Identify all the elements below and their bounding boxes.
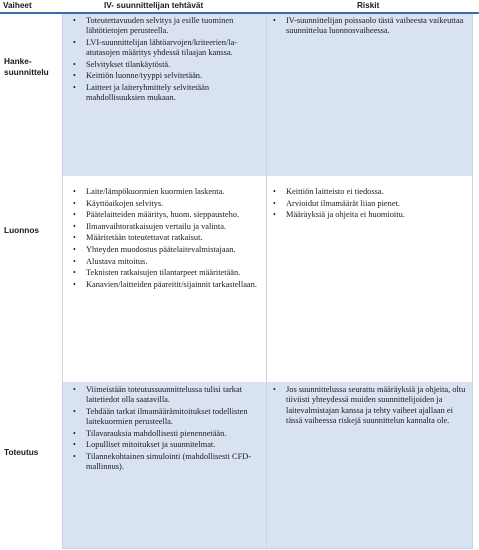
tasks-list [68, 385, 258, 474]
risks-list [268, 16, 468, 38]
list-item: • LVI-suunnittelijan lähtöarvojen/kriteerien/la-atutasojen määritys yhdessä tilaajan kanssa. [68, 38, 258, 59]
list-item: • Tilannekohtainen simulointi (mahdollisesti CFD-mallinnus). [68, 452, 258, 473]
list-item: • Selvitykset tilankäytöstä. [68, 60, 258, 70]
list-item: • Kanavien/laitteiden päareitit/sijainnit tarkastellaan. [68, 280, 258, 290]
table-bottom-rule [62, 548, 472, 549]
list-item: • Päätelaitteiden määritys, huom. sieppausteho. [68, 210, 258, 220]
list-item: • Jos suunnittelussa seurattu määräyksiä ja ohjeita, oltu tiiviisti yhteydessä muiden suunnittelijoiden ja laitevalmistajan kanssa ja tehty vaiheet ajallaan ei tässä vaiheessa riskejä suunnittelun kannalta ole. [268, 385, 468, 426]
list-item: • Tilavarauksia mahdollisesti pienennetään. [68, 429, 258, 439]
risks-list [268, 385, 468, 427]
list-item: • Määräyksiä ja ohjeita ei huomioitu. [268, 210, 468, 220]
header-phase: Vaiheet [3, 1, 32, 10]
list-item: • Viimeistään toteutussuunnittelussa tulisi tarkat laitetiedot olla saatavilla. [68, 385, 258, 406]
list-item: • Teknisten ratkaisujen tilantarpeet määritetään. [68, 268, 258, 278]
column-divider [266, 14, 267, 549]
table-header [0, 0, 479, 14]
list-item: • Käyttöaikojen selvitys. [68, 199, 258, 209]
list-item: • Määritetään toteutettavat ratkaisut. [68, 233, 258, 243]
phase-label: Luonnos [4, 225, 40, 235]
phase-label-part: Hanke- suunnittelu [4, 56, 49, 77]
list-item: • Ilmanvaihtoratkaisujen vertailu ja valinta. [68, 222, 258, 232]
list-item: • Keittiön luonne/tyyppi selvitetään. [68, 71, 258, 81]
tasks-list [68, 16, 258, 105]
list-item: • Lopulliset mitoitukset ja suunnitelmat. [68, 440, 258, 450]
header-tasks: IV- suunnittelijan tehtävät [104, 1, 204, 10]
column-divider [472, 14, 473, 549]
list-item: • Keittiön laitteisto ei tiedossa. [268, 187, 468, 197]
list-item: • IV-suunnittelijan poissaolo tästä vaiheesta vaikeuttaa suunnittelua luonnosvaiheessa. [268, 16, 468, 37]
list-item: • Alustava mitoitus. [68, 257, 258, 267]
phase-label [4, 56, 49, 78]
header-risks: Riskit [357, 1, 380, 10]
list-item: • Laite/lämpökuormien kuormien laskenta. [68, 187, 258, 197]
column-divider [62, 14, 63, 549]
list-item: • Toteutettavuuden selvitys ja esille tuominen lähtötietojen perusteella. [68, 16, 258, 37]
list-item: • Tehdään tarkat ilmamäärämitoitukset todellisten laitekuormien perusteella. [68, 407, 258, 428]
list-item: • Laitteet ja laiteryhmittely selvitetään mahdollisuuksien mukaan. [68, 83, 258, 104]
list-item: • Arvioidut ilmamäärät liian pienet. [268, 199, 468, 209]
risks-list [268, 187, 468, 222]
tasks-list [68, 187, 258, 291]
phase-label: Toteutus [4, 447, 39, 457]
list-item: • Yhteyden muodostus päätelaitevalmistajaan. [68, 245, 258, 255]
